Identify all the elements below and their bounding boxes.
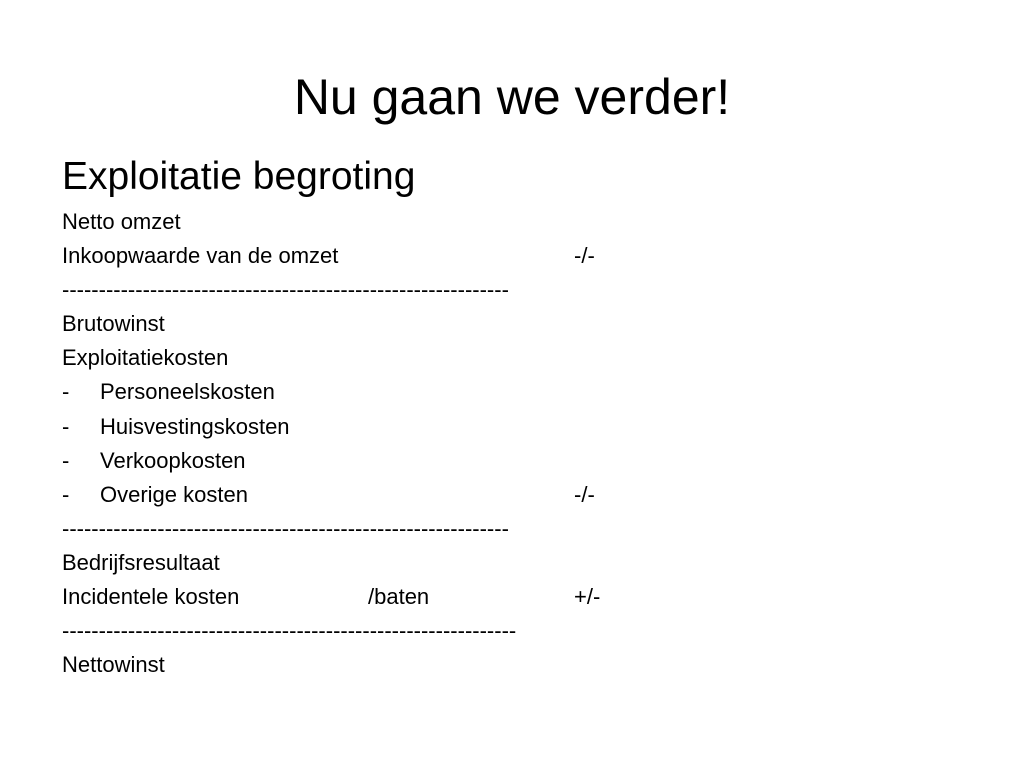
bullet-line-personeelskosten bbox=[62, 375, 1002, 409]
budget-lines bbox=[62, 205, 1002, 682]
dashed-rule: -------------------------------------------------------------- bbox=[62, 618, 517, 644]
bullet-label: Overige kosten bbox=[100, 481, 248, 507]
line-label: Nettowinst bbox=[62, 652, 165, 678]
line-operator: -/- bbox=[574, 481, 595, 507]
line-label: Exploitatiekosten bbox=[62, 345, 229, 371]
line-label: Inkoopwaarde van de omzet bbox=[62, 243, 339, 269]
bullet-label: Huisvestingskosten bbox=[100, 413, 290, 439]
line-label: Netto omzet bbox=[62, 209, 181, 234]
bullet-dash: - bbox=[62, 379, 70, 405]
section-heading: Exploitatie begroting bbox=[62, 155, 416, 198]
bullet-dash: - bbox=[62, 447, 70, 473]
bullet-dash: - bbox=[62, 481, 70, 507]
separator-rule bbox=[62, 273, 1002, 307]
line-label: Brutowinst bbox=[62, 311, 165, 337]
separator-rule bbox=[62, 614, 1002, 648]
line-label: Incidentele kosten bbox=[62, 584, 240, 610]
line-operator: +/- bbox=[574, 584, 601, 610]
line-operator: -/- bbox=[574, 243, 595, 269]
line-mid-label: /baten bbox=[368, 584, 430, 610]
slide-title: Nu gaan we verder! bbox=[293, 69, 731, 125]
bullet-label: Verkoopkosten bbox=[100, 447, 246, 473]
budget-line-incidentele-kosten bbox=[62, 580, 1002, 614]
separator-rule bbox=[62, 512, 1002, 546]
bullet-line-huisvestingskosten bbox=[62, 410, 1002, 444]
line-label: Bedrijfsresultaat bbox=[62, 549, 220, 575]
budget-line-inkoopwaarde bbox=[62, 239, 1002, 273]
budget-line-netto-omzet bbox=[62, 205, 1002, 239]
dashed-rule: ------------------------------------------------------------- bbox=[62, 277, 509, 303]
budget-line-bedrijfsresultaat bbox=[62, 546, 1002, 580]
budget-line-nettowinst bbox=[62, 648, 1002, 682]
bullet-dash: - bbox=[62, 413, 70, 439]
bullet-line-overige-kosten bbox=[62, 478, 1002, 512]
budget-line-exploitatiekosten bbox=[62, 341, 1002, 375]
bullet-line-verkoopkosten bbox=[62, 444, 1002, 478]
bullet-label: Personeelskosten bbox=[100, 379, 275, 405]
budget-line-brutowinst bbox=[62, 307, 1002, 341]
dashed-rule: ------------------------------------------------------------- bbox=[62, 515, 509, 541]
